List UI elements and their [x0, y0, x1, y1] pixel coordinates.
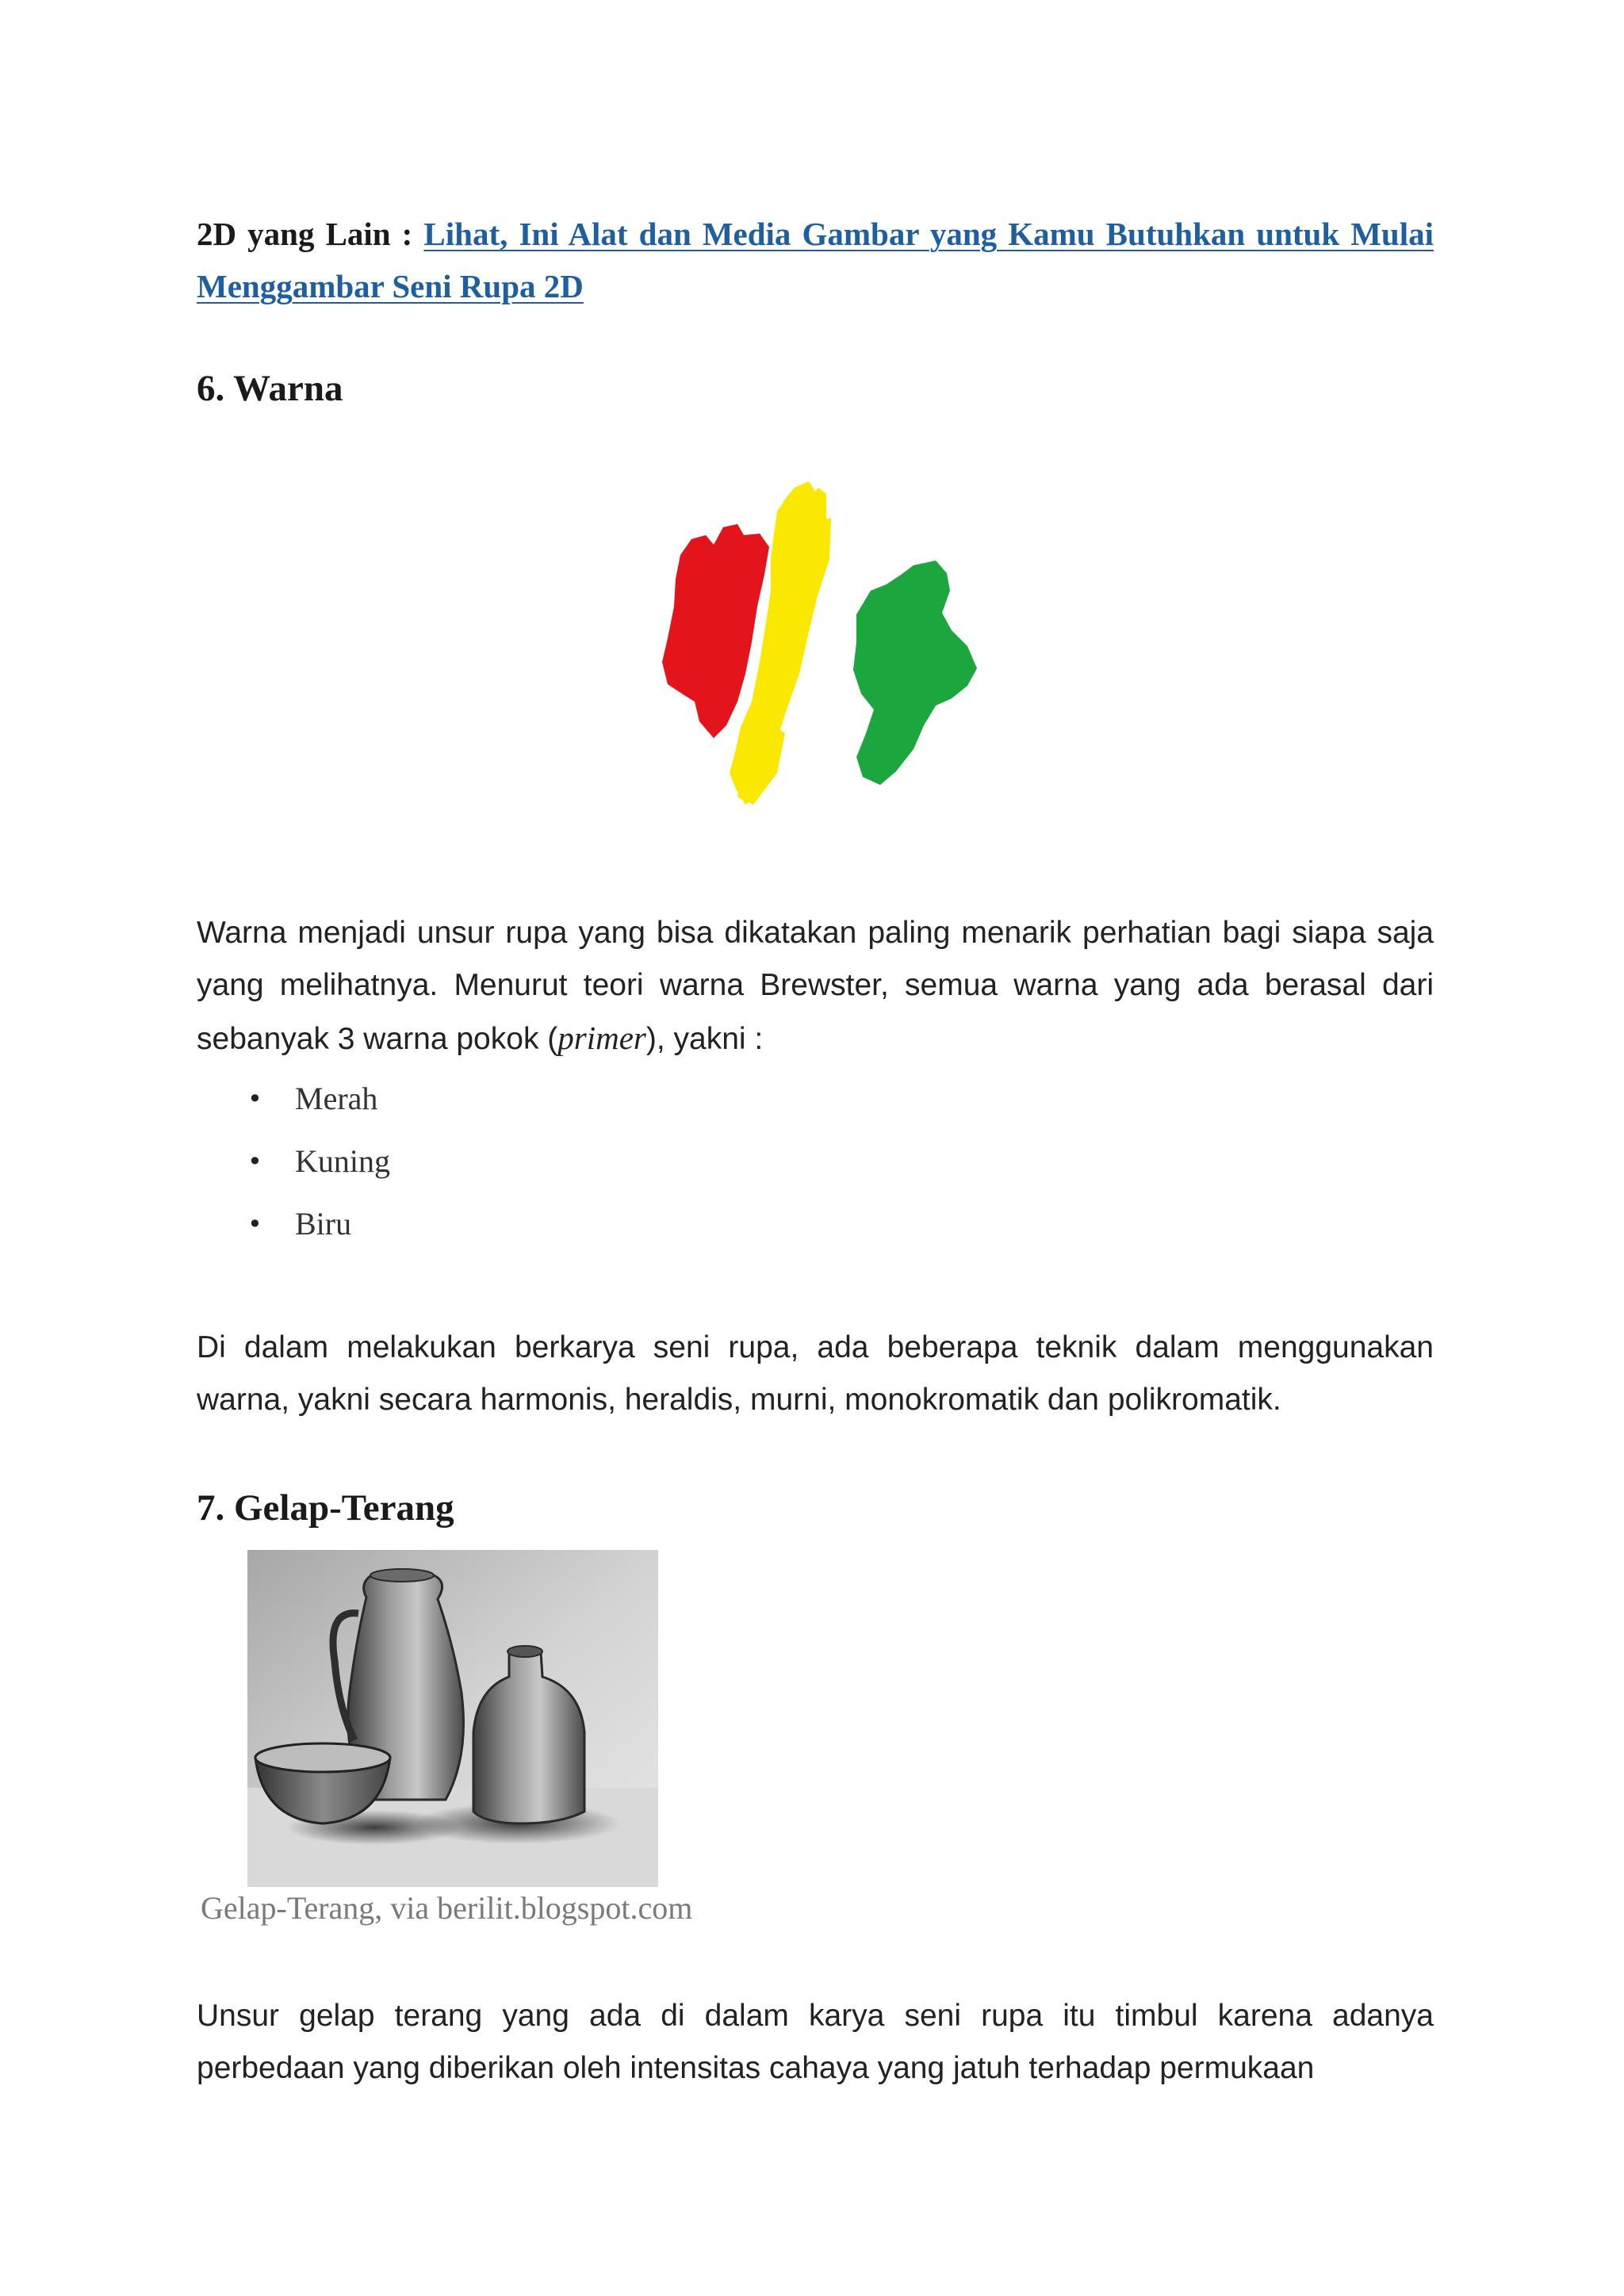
paragraph-warna-intro	[197, 907, 1434, 1066]
related-article-line	[197, 208, 1434, 312]
section-heading-warna: 6. Warna	[197, 368, 343, 409]
green-brush-stroke	[853, 561, 977, 785]
related-article-link[interactable]: Lihat, Ini Alat dan Media Gambar yang Kamu Butuhkan untuk Mulai Menggambar Seni Rupa 2D	[197, 216, 1434, 304]
paragraph-warna-text-b: ), yakni :	[645, 1022, 764, 1056]
primary-colors-list	[247, 1078, 390, 1266]
paragraph-warna-techniques: Di dalam melakukan berkarya seni rupa, ada beberapa teknik dalam menggunakan warna, yakni secara harmonis, heraldis, murni, monokromatik dan polikromatik.	[197, 1330, 1434, 1417]
image-caption: Gelap-Terang, via berilit.blogspot.com	[201, 1890, 693, 1926]
list-item: • Biru	[247, 1203, 390, 1266]
related-prefix: 2D yang Lain :	[197, 216, 424, 252]
paragraph-gelap-terang: Unsur gelap terang yang ada di dalam karya seni rupa itu timbul karena adanya perbedaan yang diberikan oleh intensitas cahaya yang jatuh terhadap permukaan	[197, 1999, 1434, 2085]
section-heading-gelap-terang: 7. Gelap-Terang	[197, 1487, 454, 1529]
still-life-sketch-image	[247, 1550, 658, 1887]
list-item: • Kuning	[247, 1141, 390, 1203]
list-item: • Merah	[247, 1078, 390, 1141]
paragraph-warna-text-a: Warna menjadi unsur rupa yang bisa dikatakan paling menarik perhatian bagi siapa saja yang melihatnya. Menurut teori warna Brewster, semua warna yang ada berasal dari sebanyak 3 warna pokok (	[197, 916, 1434, 1056]
color-strokes-illustration	[619, 472, 999, 821]
paragraph-warna-italic: primer	[557, 1020, 646, 1056]
